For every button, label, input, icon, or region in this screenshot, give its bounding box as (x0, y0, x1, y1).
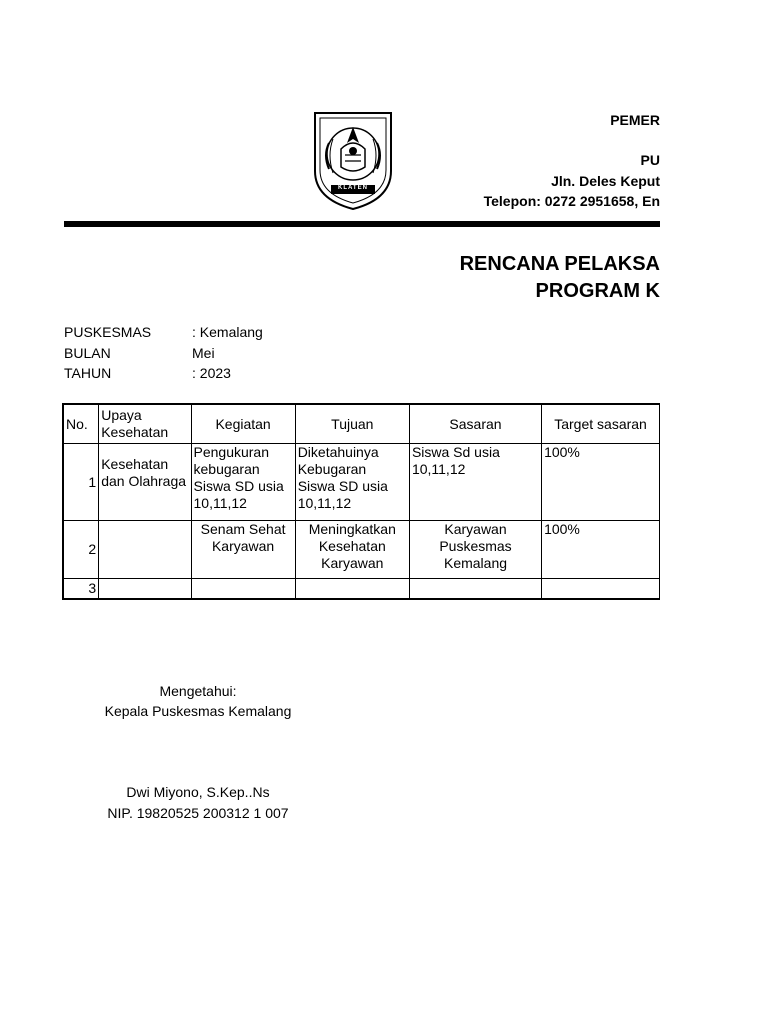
row-tujuan: Meningkatkan Kesehatan Karyawan (295, 521, 409, 579)
header-line-1: PEMER (610, 112, 660, 128)
signature-nip: NIP. 19820525 200312 1 007 (107, 805, 289, 821)
header-line-2: PU (640, 152, 660, 168)
table-row (63, 579, 660, 599)
regency-emblem-logo (311, 109, 395, 212)
row-upaya (99, 521, 191, 579)
header-tujuan: Tujuan (295, 404, 409, 444)
info-value-bulan: Mei (192, 345, 215, 361)
info-label-puskesmas: PUSKESMAS (64, 324, 152, 340)
emblem-banner-text: KLATEN (338, 185, 368, 191)
letterhead-divider (64, 221, 660, 227)
header-upaya: Upaya Kesehatan (99, 404, 191, 444)
header-no: No. (63, 404, 99, 444)
header-sasaran: Sasaran (409, 404, 541, 444)
row-upaya: Kesehatan dan Olahraga (99, 444, 191, 521)
signature-label-acknowledged: Mengetahui: (159, 683, 237, 699)
info-label-tahun: TAHUN (64, 365, 112, 381)
row-kegiatan: Senam Sehat Karyawan (191, 521, 295, 579)
row-target: 100% (542, 521, 660, 579)
row-sasaran: Karyawan Puskesmas Kemalang (409, 521, 541, 579)
row-sasaran: Siswa Sd usia 10,11,12 (409, 444, 541, 521)
row-kegiatan (191, 579, 295, 599)
info-value-tahun: : 2023 (192, 365, 231, 381)
row-no: 1 (63, 444, 99, 521)
row-no: 3 (63, 579, 99, 599)
row-upaya (99, 579, 191, 599)
header-kegiatan: Kegiatan (191, 404, 295, 444)
header-address: Jln. Deles Keput (551, 173, 660, 189)
header-phone: Telepon: 0272 2951658, En (483, 193, 660, 209)
info-value-puskesmas: : Kemalang (192, 324, 263, 340)
row-sasaran (409, 579, 541, 599)
table-header-row (63, 404, 660, 444)
signature-name: Dwi Miyono, S.Kep..Ns (126, 784, 270, 800)
document-title-line-1: RENCANA PELAKSA (459, 253, 660, 275)
row-target (542, 579, 660, 599)
row-tujuan: Diketahuinya Kebugaran Siswa SD usia 10,11,12 (295, 444, 409, 521)
row-tujuan (295, 579, 409, 599)
table-row (63, 521, 660, 579)
info-label-bulan: BULAN (64, 345, 111, 361)
row-target: 100% (542, 444, 660, 521)
plan-table (62, 403, 660, 600)
table-row (63, 444, 660, 521)
row-no: 2 (63, 521, 99, 579)
signature-label-position: Kepala Puskesmas Kemalang (104, 703, 292, 719)
header-target: Target sasaran (542, 404, 660, 444)
document-title-line-2: PROGRAM K (535, 280, 660, 302)
row-kegiatan: Pengukuran kebugaran Siswa SD usia 10,11,12 (191, 444, 295, 521)
